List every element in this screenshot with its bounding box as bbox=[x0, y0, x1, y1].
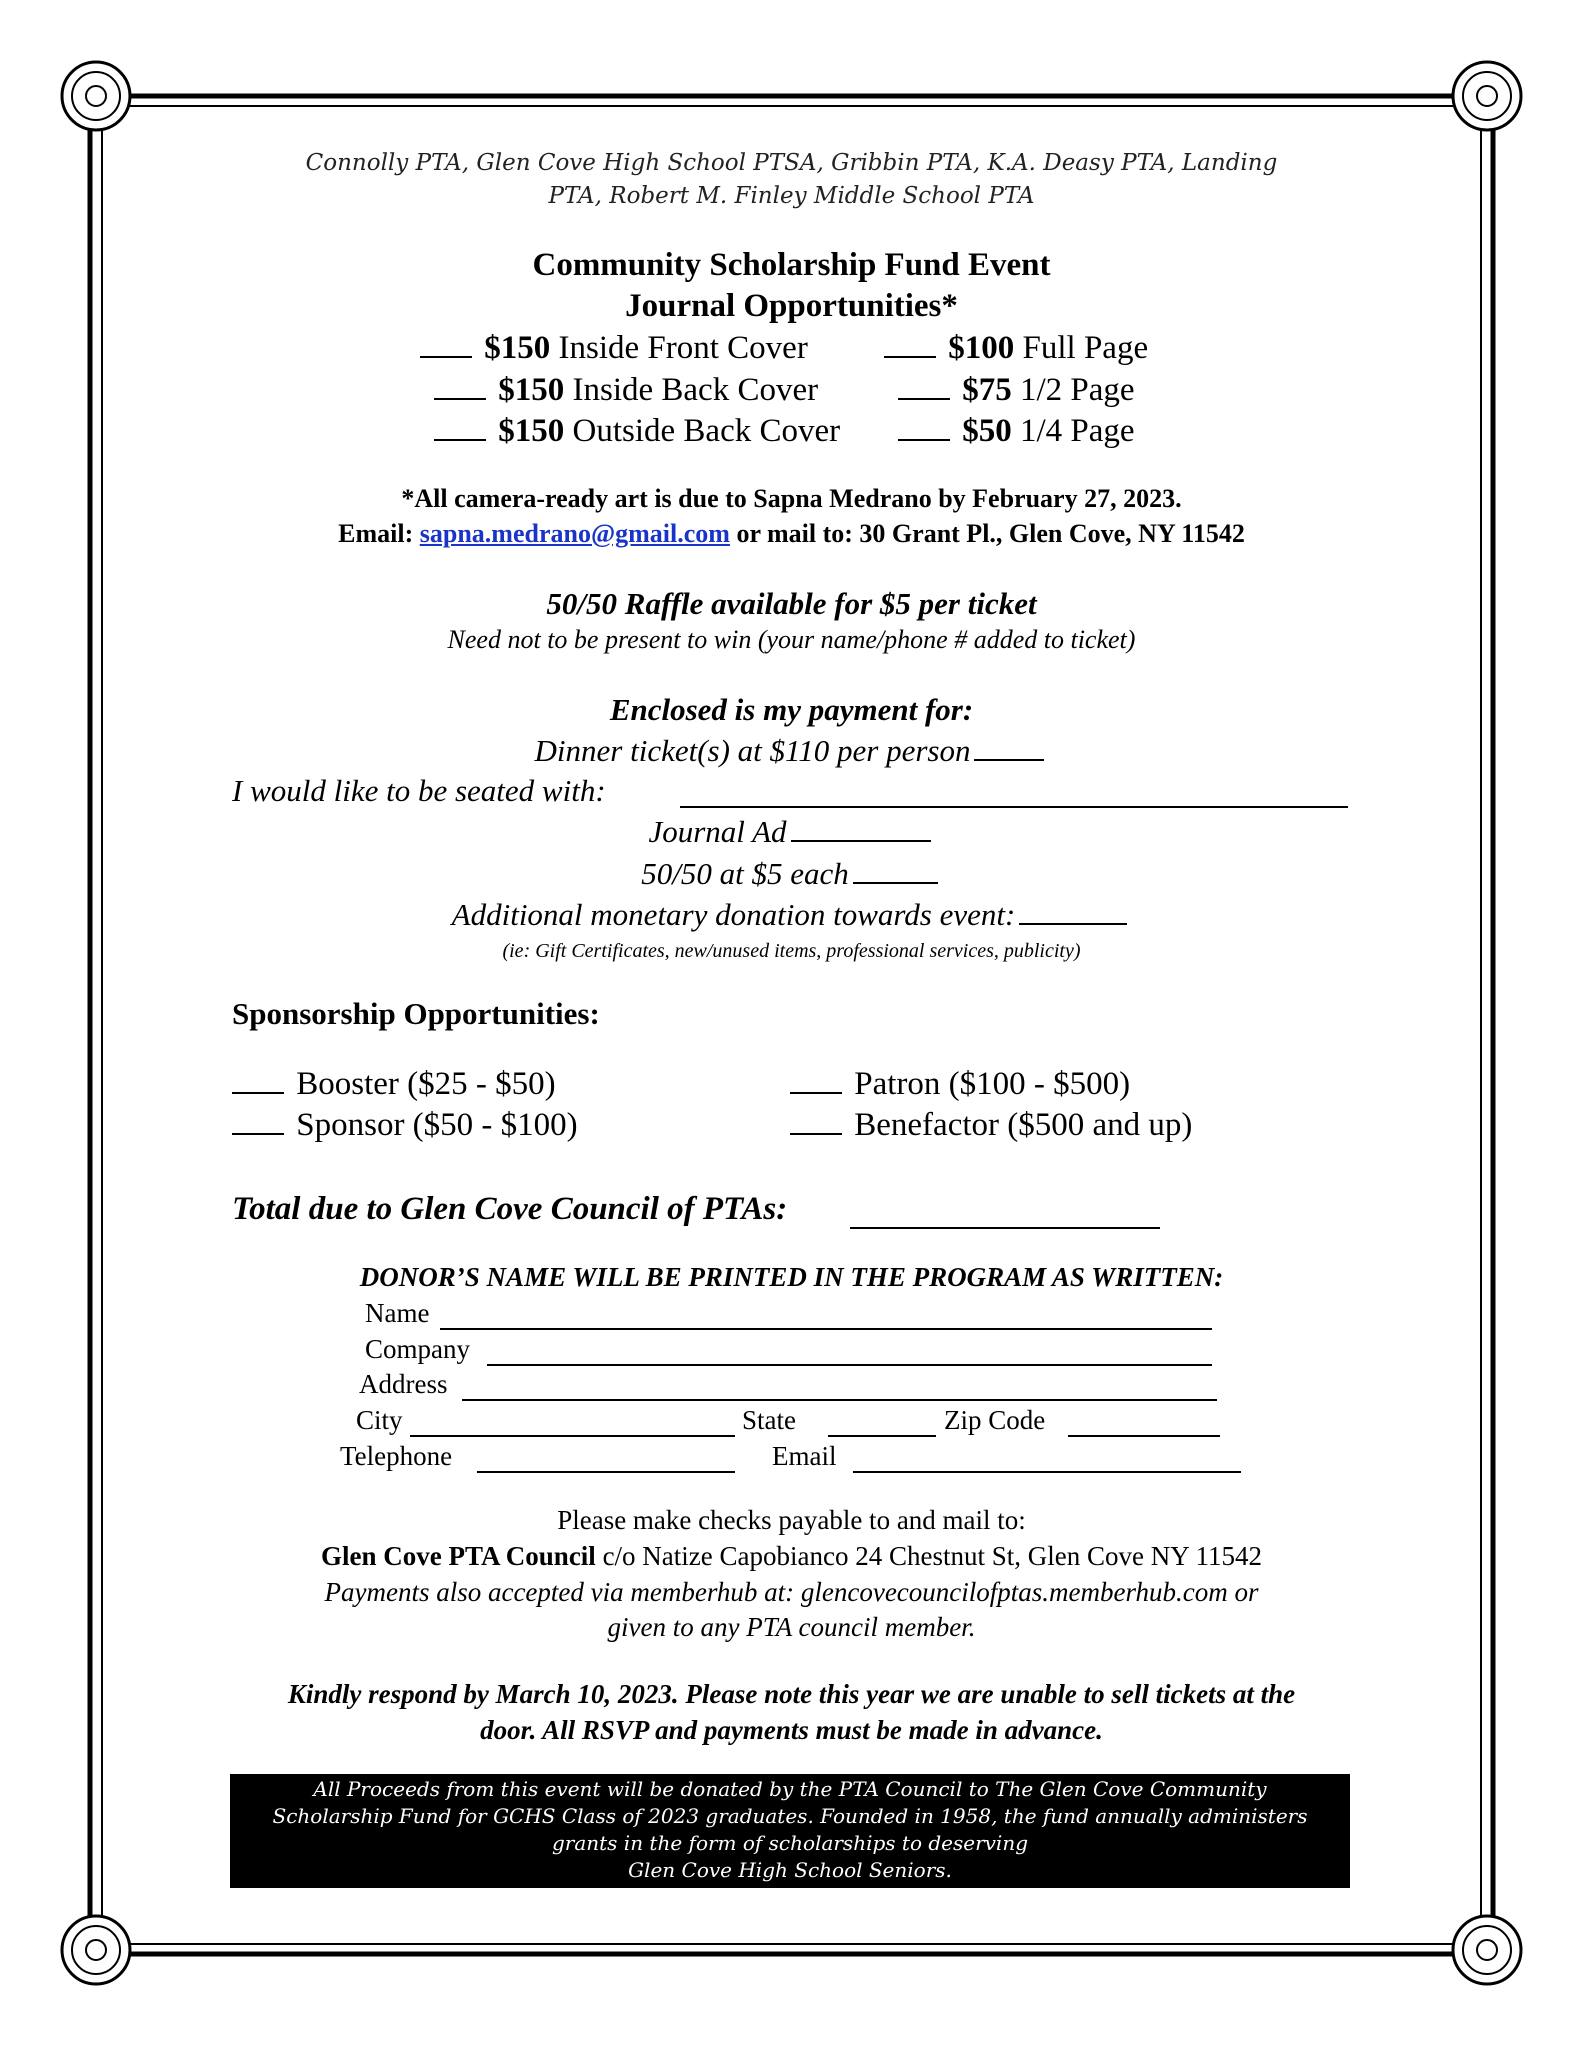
checkbox-blank[interactable] bbox=[420, 332, 472, 358]
total-due-field[interactable] bbox=[850, 1227, 1160, 1229]
journal-subtitle: Journal Opportunities* bbox=[625, 288, 958, 324]
checkbox-blank[interactable] bbox=[434, 415, 486, 441]
dinner-ticket-field[interactable] bbox=[974, 735, 1044, 761]
footer-line: grants in the form of scholarships to deserving bbox=[551, 1831, 1029, 1855]
option-label: Outside Back Cover bbox=[572, 413, 841, 449]
contact-line bbox=[0, 519, 1583, 549]
sponsor-level bbox=[232, 1107, 578, 1144]
option-label: Inside Back Cover bbox=[572, 372, 819, 408]
dinner-ticket-line bbox=[0, 733, 1583, 769]
email-field-label: Email bbox=[772, 1441, 837, 1471]
option-price: $75 bbox=[962, 372, 1012, 408]
mail-address: or mail to: 30 Grant Pl., Glen Cove, NY 11542 bbox=[736, 519, 1245, 548]
footer-line: All Proceeds from this event will be donated by the PTA Council to The Glen Cove Community bbox=[313, 1777, 1267, 1801]
checkbox-blank[interactable] bbox=[898, 374, 950, 400]
checkbox-blank[interactable] bbox=[790, 1109, 842, 1135]
journal-option bbox=[430, 413, 840, 450]
journal-ad-field[interactable] bbox=[791, 816, 931, 842]
donation-field[interactable] bbox=[1019, 899, 1127, 925]
footer-line: Glen Cove High School Seniors. bbox=[628, 1858, 952, 1882]
checkbox-blank[interactable] bbox=[898, 415, 950, 441]
sponsor-level-label: Sponsor ($50 - $100) bbox=[296, 1107, 578, 1143]
email-field[interactable] bbox=[853, 1471, 1241, 1473]
raffle-note: Need not to be present to win (your name/phone # added to ticket) bbox=[447, 625, 1136, 654]
sponsor-level bbox=[790, 1066, 1130, 1103]
payee-name: Glen Cove PTA Council bbox=[321, 1541, 596, 1571]
checks-payee-line bbox=[0, 1541, 1583, 1572]
company-field[interactable] bbox=[487, 1364, 1212, 1366]
city-field[interactable] bbox=[410, 1435, 735, 1437]
name-field[interactable] bbox=[440, 1328, 1212, 1330]
option-label: 1/4 Page bbox=[1020, 413, 1135, 449]
journal-option bbox=[894, 372, 1135, 409]
option-price: $150 bbox=[498, 413, 565, 449]
checkbox-blank[interactable] bbox=[232, 1068, 284, 1094]
payment-heading: Enclosed is my payment for: bbox=[609, 692, 974, 727]
option-price: $150 bbox=[498, 372, 565, 408]
journal-option bbox=[894, 413, 1135, 450]
checkbox-blank[interactable] bbox=[884, 332, 936, 358]
proceeds-footer bbox=[230, 1774, 1350, 1888]
name-label: Name bbox=[365, 1298, 430, 1328]
donation-label: Additional monetary donation towards event: bbox=[451, 897, 1016, 932]
seated-with-label: I would like to be seated with: bbox=[232, 773, 606, 808]
checkbox-blank[interactable] bbox=[790, 1068, 842, 1094]
event-title: Community Scholarship Fund Event bbox=[532, 247, 1051, 283]
company-label: Company bbox=[365, 1334, 470, 1364]
sponsor-level bbox=[232, 1066, 556, 1103]
dinner-label: Dinner ticket(s) at $110 per person bbox=[534, 733, 971, 768]
option-price: $100 bbox=[948, 330, 1015, 366]
pta-list-line-1: Connolly PTA, Glen Cove High School PTSA, Gribbin PTA, K.A. Deasy PTA, Landing bbox=[305, 150, 1278, 176]
rsvp-line-1: Kindly respond by March 10, 2023. Please note this year we are unable to sell tickets at the bbox=[287, 1679, 1296, 1709]
sponsor-level-label: Booster ($25 - $50) bbox=[296, 1066, 556, 1102]
payee-address: c/o Natize Capobianco 24 Chestnut St, Glen Cove NY 11542 bbox=[602, 1541, 1262, 1571]
checkbox-blank[interactable] bbox=[232, 1109, 284, 1135]
sponsor-level-label: Patron ($100 - $500) bbox=[854, 1066, 1131, 1102]
state-field[interactable] bbox=[828, 1435, 936, 1437]
checks-instruction: Please make checks payable to and mail to: bbox=[557, 1505, 1026, 1535]
sponsor-level bbox=[790, 1107, 1192, 1144]
journal-option bbox=[430, 372, 818, 409]
email-label: Email: bbox=[338, 519, 414, 548]
journal-ad-label: Journal Ad bbox=[648, 814, 787, 849]
option-price: $150 bbox=[484, 330, 551, 366]
zip-label: Zip Code bbox=[944, 1405, 1046, 1435]
telephone-field[interactable] bbox=[477, 1471, 735, 1473]
memberhub-line-2: given to any PTA council member. bbox=[607, 1612, 976, 1642]
footer-line: Scholarship Fund for GCHS Class of 2023 graduates. Founded in 1958, the fund annually administers bbox=[272, 1804, 1308, 1828]
address-field[interactable] bbox=[462, 1399, 1217, 1401]
art-due-note: *All camera-ready art is due to Sapna Medrano by February 27, 2023. bbox=[401, 484, 1182, 513]
memberhub-line-1: Payments also accepted via memberhub at: glencovecouncilofptas.memberhub.com or bbox=[324, 1577, 1259, 1607]
raffle-title: 50/50 Raffle available for $5 per ticket bbox=[546, 586, 1037, 621]
checkbox-blank[interactable] bbox=[434, 374, 486, 400]
email-link[interactable]: sapna.medrano@gmail.com bbox=[419, 519, 730, 548]
donation-note: (ie: Gift Certificates, new/unused items, professional services, publicity) bbox=[502, 940, 1081, 962]
address-label: Address bbox=[359, 1369, 448, 1399]
option-price: $50 bbox=[962, 413, 1012, 449]
raffle-payment-field[interactable] bbox=[853, 858, 938, 884]
donor-heading: DONOR’S NAME WILL BE PRINTED IN THE PROGRAM AS WRITTEN: bbox=[359, 1262, 1224, 1292]
seated-with-field[interactable] bbox=[680, 806, 1348, 808]
sponsor-level-label: Benefactor ($500 and up) bbox=[854, 1107, 1193, 1143]
option-label: Inside Front Cover bbox=[558, 330, 808, 366]
telephone-label: Telephone bbox=[340, 1441, 453, 1471]
journal-ad-line bbox=[0, 814, 1583, 850]
raffle-payment-line bbox=[0, 856, 1583, 892]
state-label: State bbox=[742, 1405, 796, 1435]
raffle-payment-label: 50/50 at $5 each bbox=[641, 856, 849, 891]
option-label: Full Page bbox=[1022, 330, 1149, 366]
donation-line bbox=[0, 897, 1583, 933]
pta-list-line-2: PTA, Robert M. Finley Middle School PTA bbox=[548, 183, 1035, 209]
city-label: City bbox=[356, 1405, 403, 1435]
zip-field[interactable] bbox=[1068, 1435, 1220, 1437]
journal-option bbox=[416, 330, 808, 367]
total-due-label: Total due to Glen Cove Council of PTAs: bbox=[232, 1191, 788, 1227]
rsvp-line-2: door. All RSVP and payments must be made in advance. bbox=[480, 1715, 1103, 1745]
journal-option bbox=[880, 330, 1148, 367]
sponsorship-heading: Sponsorship Opportunities: bbox=[232, 996, 600, 1031]
option-label: 1/2 Page bbox=[1020, 372, 1135, 408]
